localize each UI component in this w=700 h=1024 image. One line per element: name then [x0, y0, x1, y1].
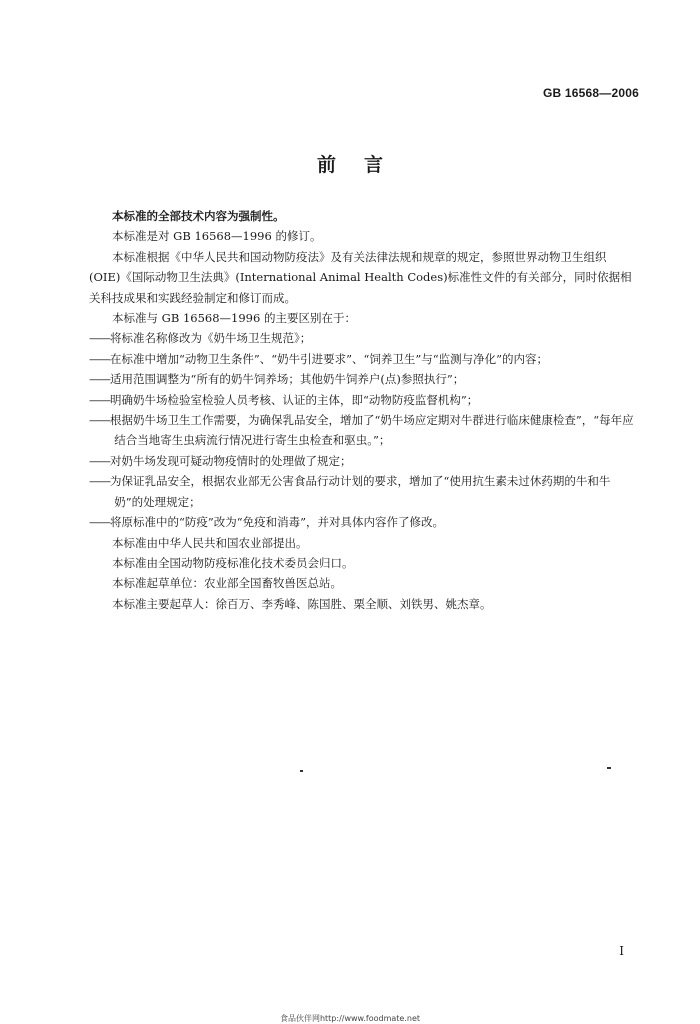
scan-speck [300, 770, 303, 772]
footer-watermark: 食品伙伴网http://www.foodmate.net [279, 1014, 421, 1023]
paragraph-drafters: 本标准主要起草人：徐百万、李秀峰、陈国胜、栗全顺、刘铁男、姚杰章。 [112, 596, 492, 611]
list-item: ——根据奶牛场卫生工作需要，为确保乳品安全，增加了“奶牛场应定期对牛群进行临床健康检查”，“每年应结合当地寄生虫病流行情况进行寄生虫检查和驱虫。”； [89, 413, 634, 448]
list-item: ——明确奶牛场检验室检验人员考核、认证的主体，即“动物防疫监督机构”； [89, 392, 479, 407]
foreword-body [89, 206, 637, 614]
paragraph-committee: 本标准由全国动物防疫标准化技术委员会归口。 [112, 555, 354, 570]
paragraph-drafting-unit: 本标准起草单位：农业部全国畜牧兽医总站。 [112, 576, 342, 591]
list-item: ——适用范围调整为“所有的奶牛饲养场；其他奶牛饲养户(点)参照执行”； [89, 372, 465, 387]
paragraph-basis: 本标准根据《中华人民共和国动物防疫法》及有关法律法规和规章的规定，参照世界动物卫生组织(OIE)《国际动物卫生法典》(International Animal Health Codes)标准性文件的有关部分，同时依据相关科技成果和实践经验制定和修订而成。 [89, 249, 632, 305]
list-item: ——为保证乳品安全，根据农业部无公害食品行动计划的要求，增加了“使用抗生素未过休药期的牛和牛奶”的处理规定； [89, 474, 611, 509]
list-item: ——将原标准中的“防疫”改为“免疫和消毒”，并对具体内容作了修改。 [89, 515, 445, 530]
list-item: ——在标准中增加“动物卫生条件”、“奶牛引进要求”、“饲养卫生”与“监测与净化”的内容； [89, 351, 549, 366]
page-title: 前言 [316, 154, 411, 176]
list-item: ——对奶牛场发现可疑动物疫情时的处理做了规定； [89, 453, 352, 468]
paragraph-mandatory: 本标准的全部技术内容为强制性。 [112, 209, 285, 223]
document-code: GB 16568—2006 [543, 86, 639, 100]
page-number: I [619, 944, 624, 958]
paragraph-differences: 本标准与 GB 16568—1996 的主要区别在于： [112, 311, 356, 326]
paragraph-revision: 本标准是对 GB 16568—1996 的修订。 [112, 229, 322, 244]
scan-speck [607, 767, 611, 769]
list-item: ——将标准名称修改为《奶牛场卫生规范》； [89, 331, 312, 346]
paragraph-proposer: 本标准由中华人民共和国农业部提出。 [112, 535, 308, 550]
